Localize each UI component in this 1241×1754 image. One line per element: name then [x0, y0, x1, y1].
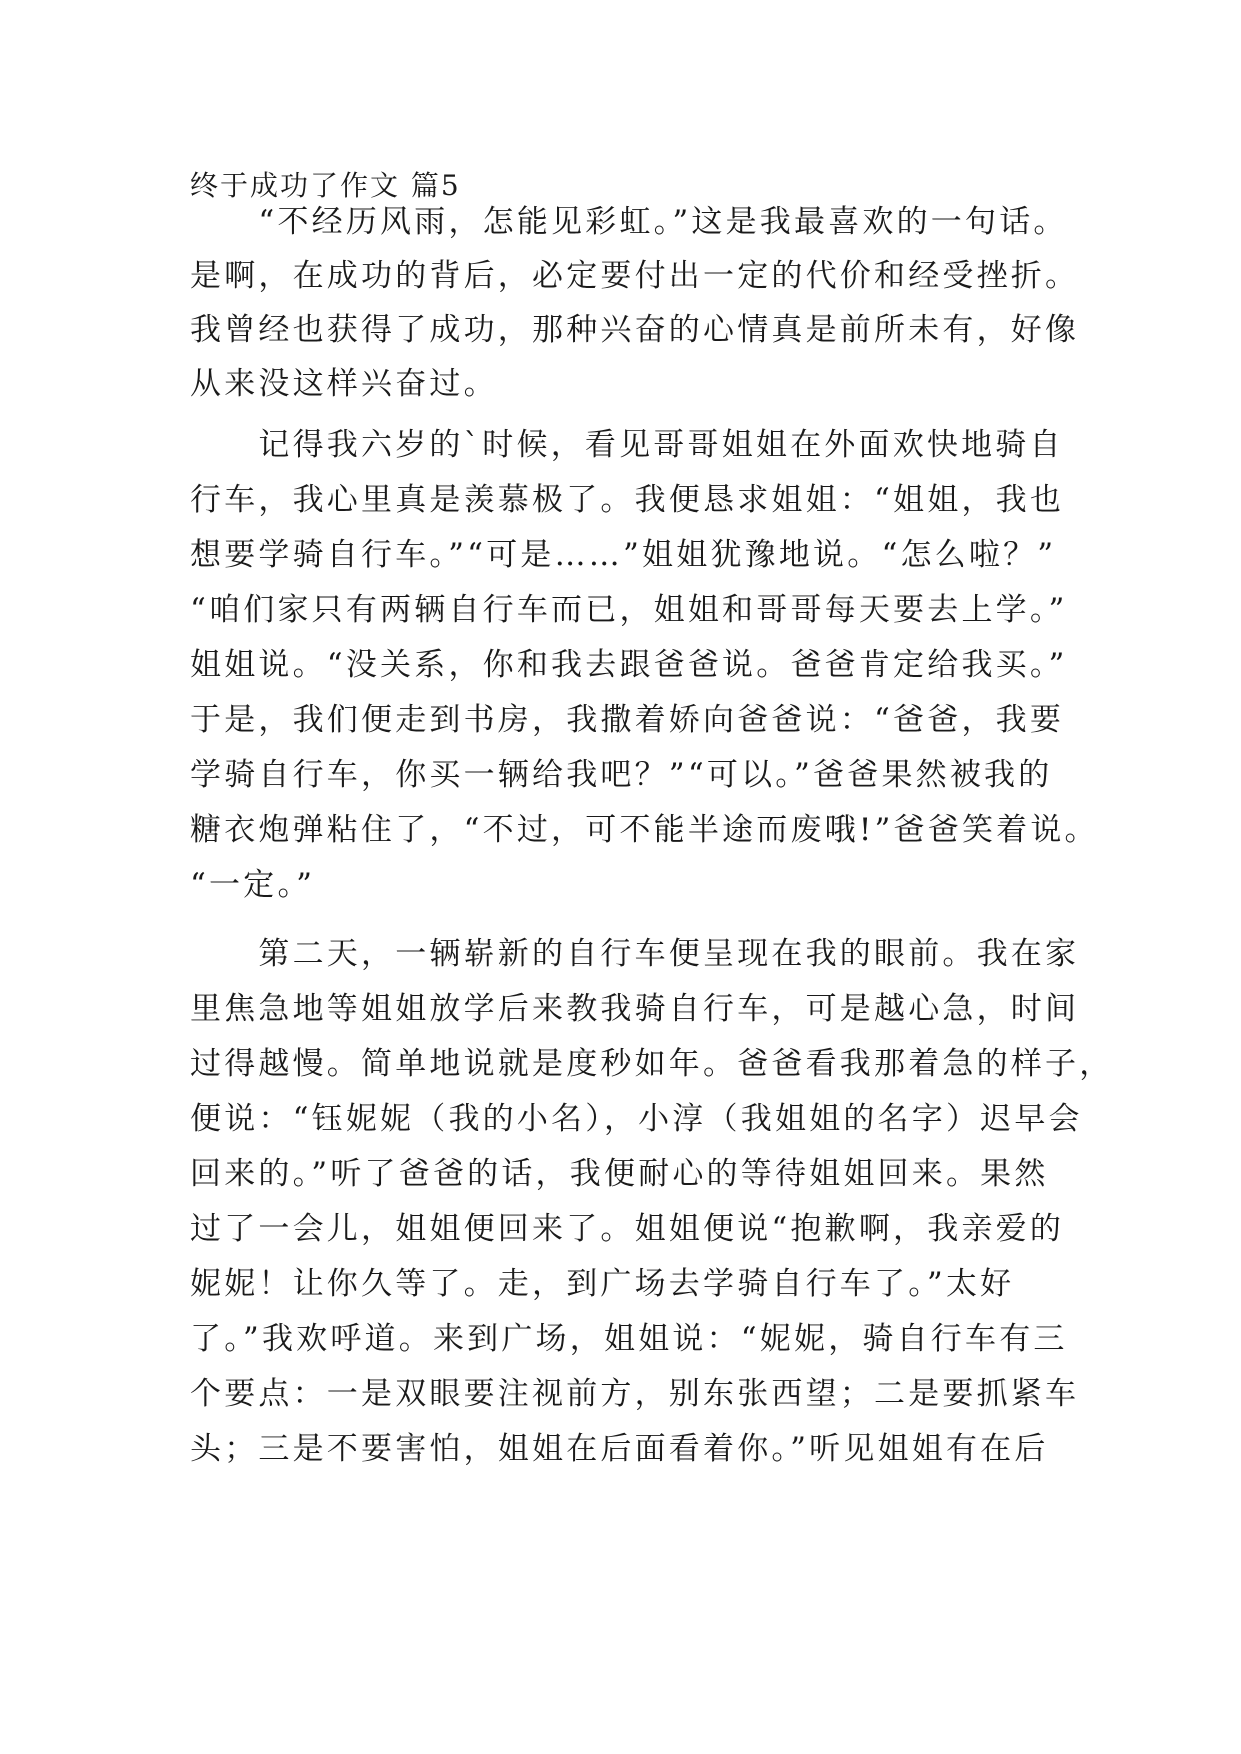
text-line: “不经历风雨，怎能见彩虹。”这是我最喜欢的一句话。 [190, 204, 1068, 240]
text-line: 行车，我心里真是羡慕极了。我便恳求姐姐：“姐姐，我也 [190, 482, 1065, 518]
text-line: 姐姐说。“没关系，你和我去跟爸爸说。爸爸肯定给我买。” [190, 647, 1068, 683]
page-title: 终于成功了作文 篇5 [190, 169, 461, 202]
text-line: 是啊，在成功的背后，必定要付出一定的代价和经受挫折。 [190, 258, 1080, 294]
text-line: 过了一会儿，姐姐便回来了。姐姐便说“抱歉啊，我亲爱的 [190, 1211, 1065, 1247]
text-line: 头；三是不要害怕，姐姐在后面看着你。”听见姐姐有在后 [190, 1431, 1049, 1467]
text-line: 妮妮！让你久等了。走，到广场去学骑自行车了。”太好 [190, 1266, 1015, 1302]
text-line: 第二天，一辆崭新的自行车便呈现在我的眼前。我在家 [190, 936, 1080, 972]
text-line: 记得我六岁的`时候，看见哥哥姐姐在外面欢快地骑自 [190, 427, 1064, 463]
text-line: “咱们家只有两辆自行车而已，姐姐和哥哥每天要去上学。” [190, 592, 1068, 628]
text-line: 回来的。”听了爸爸的话，我便耐心的等待姐姐回来。果然 [190, 1156, 1049, 1192]
text-line: 想要学骑自行车。”“可是……”姐姐犹豫地说。“怎么啦？” [190, 537, 1057, 573]
text-line: 糖衣炮弹粘住了，“不过，可不能半途而废哦!”爸爸笑着说。 [190, 812, 1099, 848]
text-line: 过得越慢。简单地说就是度秒如年。爸爸看我那着急的样子， [190, 1046, 1114, 1082]
text-line: 个要点：一是双眼要注视前方，别东张西望；二是要抓紧车 [190, 1376, 1080, 1412]
text-line: 学骑自行车，你买一辆给我吧？”“可以。”爸爸果然被我的 [190, 757, 1053, 793]
text-line: 于是，我们便走到书房，我撒着娇向爸爸说：“爸爸，我要 [190, 702, 1065, 738]
text-line: 里焦急地等姐姐放学后来教我骑自行车，可是越心急，时间 [190, 991, 1080, 1027]
text-line: 我曾经也获得了成功，那种兴奋的心情真是前所未有，好像 [190, 312, 1080, 348]
text-line: 便说：“钰妮妮（我的小名），小淳（我姐姐的名字）迟早会 [190, 1101, 1083, 1137]
text-line: 了。”我欢呼道。来到广场，姐姐说：“妮妮，骑自行车有三 [190, 1321, 1068, 1357]
text-line: 从来没这样兴奋过。 [190, 366, 498, 402]
text-line: “一定。” [190, 867, 316, 903]
